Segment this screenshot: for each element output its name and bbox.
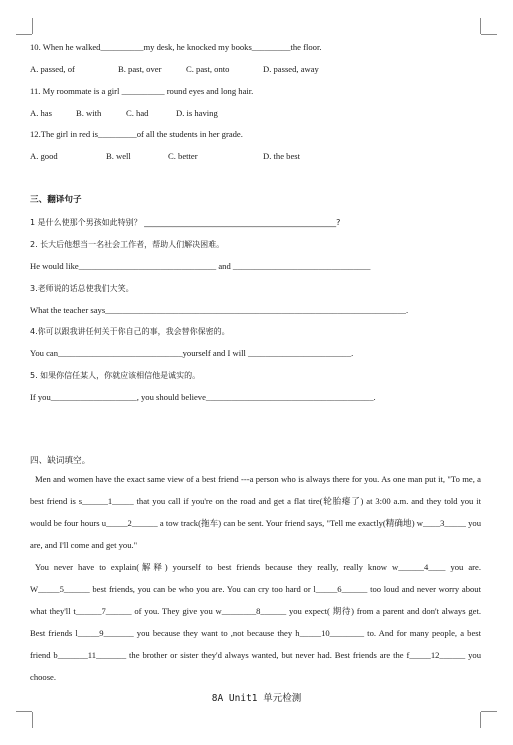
- crop-mark-top-right-h: [481, 34, 497, 35]
- crop-mark-bottom-right-v: [480, 712, 481, 728]
- section-3-title: 三、翻译句子: [30, 195, 82, 205]
- option-d: D. is having: [176, 108, 218, 118]
- option-c: C. past, onto: [186, 64, 230, 74]
- option-a: A. good: [30, 151, 58, 161]
- translate-2-answer: He would like________________________________ and ________________________________: [30, 261, 371, 271]
- option-c: C. better: [168, 151, 198, 161]
- cloze-paragraph-1: Men and women have the exact same view of a best friend ---a person who is always there for you. As one man put it, "To me, a best friend is s______1_____ that you call if you're on the road and get a flat tire(轮胎瘪了) at 3:00 a.m. and they told you it would be four hours u_____2______ a tow track(拖车) can be sent. Your friend says, "Tell me exactly(精确地) w____3_____ you are, and I'll come and get you.": [30, 474, 481, 550]
- cloze-paragraph-2: You never have to explain(解释) yourself to best friends because they really, really know w______4____ you are. W_____5______ best friends, you can be who you are. You can cry too hard or l_____6______ too loud and never worry about what they'll t______7______ of you. They give you w________8______ you expect( 期待) from a parent and don't always get. Best friends l_____9_______ you because they want to ,not because they h_____10________ to. And for many people, a best friend b_______11_______ the brother or sister they'd always wanted, but never had. Best friends are the f_____12______ you choose.: [30, 562, 481, 682]
- option-d: D. the best: [263, 151, 300, 161]
- page-footer: 8A Unit1 单元检测: [211, 693, 302, 704]
- option-d: D. passed, away: [263, 64, 319, 74]
- option-c: C. had: [126, 108, 149, 118]
- translate-2: 2. 长大后他想当一名社会工作者，帮助人们解决困难。: [30, 240, 225, 249]
- crop-mark-top-left-h: [16, 34, 32, 35]
- option-b: B. well: [106, 151, 131, 161]
- translate-4-answer: You can_____________________________yourself and I will ________________________.: [30, 348, 354, 358]
- translate-3-answer: What the teacher says______________________________________________________________________.: [30, 305, 409, 315]
- crop-mark-top-left-v: [32, 18, 33, 34]
- translate-5-answer: If you____________________, you should believe_______________________________________.: [30, 392, 376, 402]
- question-10: 10. When he walked__________my desk, he knocked my books_________the floor.: [30, 42, 322, 52]
- section-4-title: 四、缺词填空。: [30, 456, 91, 466]
- option-a: A. passed, of: [30, 64, 75, 74]
- translate-4: 4.你可以跟我讲任何关于你自己的事，我会替你保密的。: [30, 327, 230, 336]
- translate-1: 1 是什么使那个男孩如此特别？ ________________________________________________?: [30, 218, 341, 227]
- question-12: 12.The girl in red is_________of all the students in her grade.: [30, 129, 243, 139]
- crop-mark-bottom-left-h: [16, 711, 32, 712]
- cloze-passage: [30, 468, 481, 688]
- crop-mark-bottom-right-h: [481, 711, 497, 712]
- option-b: B. with: [76, 108, 102, 118]
- option-a: A. has: [30, 108, 52, 118]
- crop-mark-top-right-v: [480, 18, 481, 34]
- translate-5: 5. 如果你信任某人，你就应该相信他是诚实的。: [30, 371, 201, 380]
- crop-mark-bottom-left-v: [32, 712, 33, 728]
- translate-3: 3.老师说的话总使我们大笑。: [30, 284, 134, 293]
- question-11: 11. My roommate is a girl __________ round eyes and long hair.: [30, 86, 254, 96]
- option-b: B. past, over: [118, 64, 162, 74]
